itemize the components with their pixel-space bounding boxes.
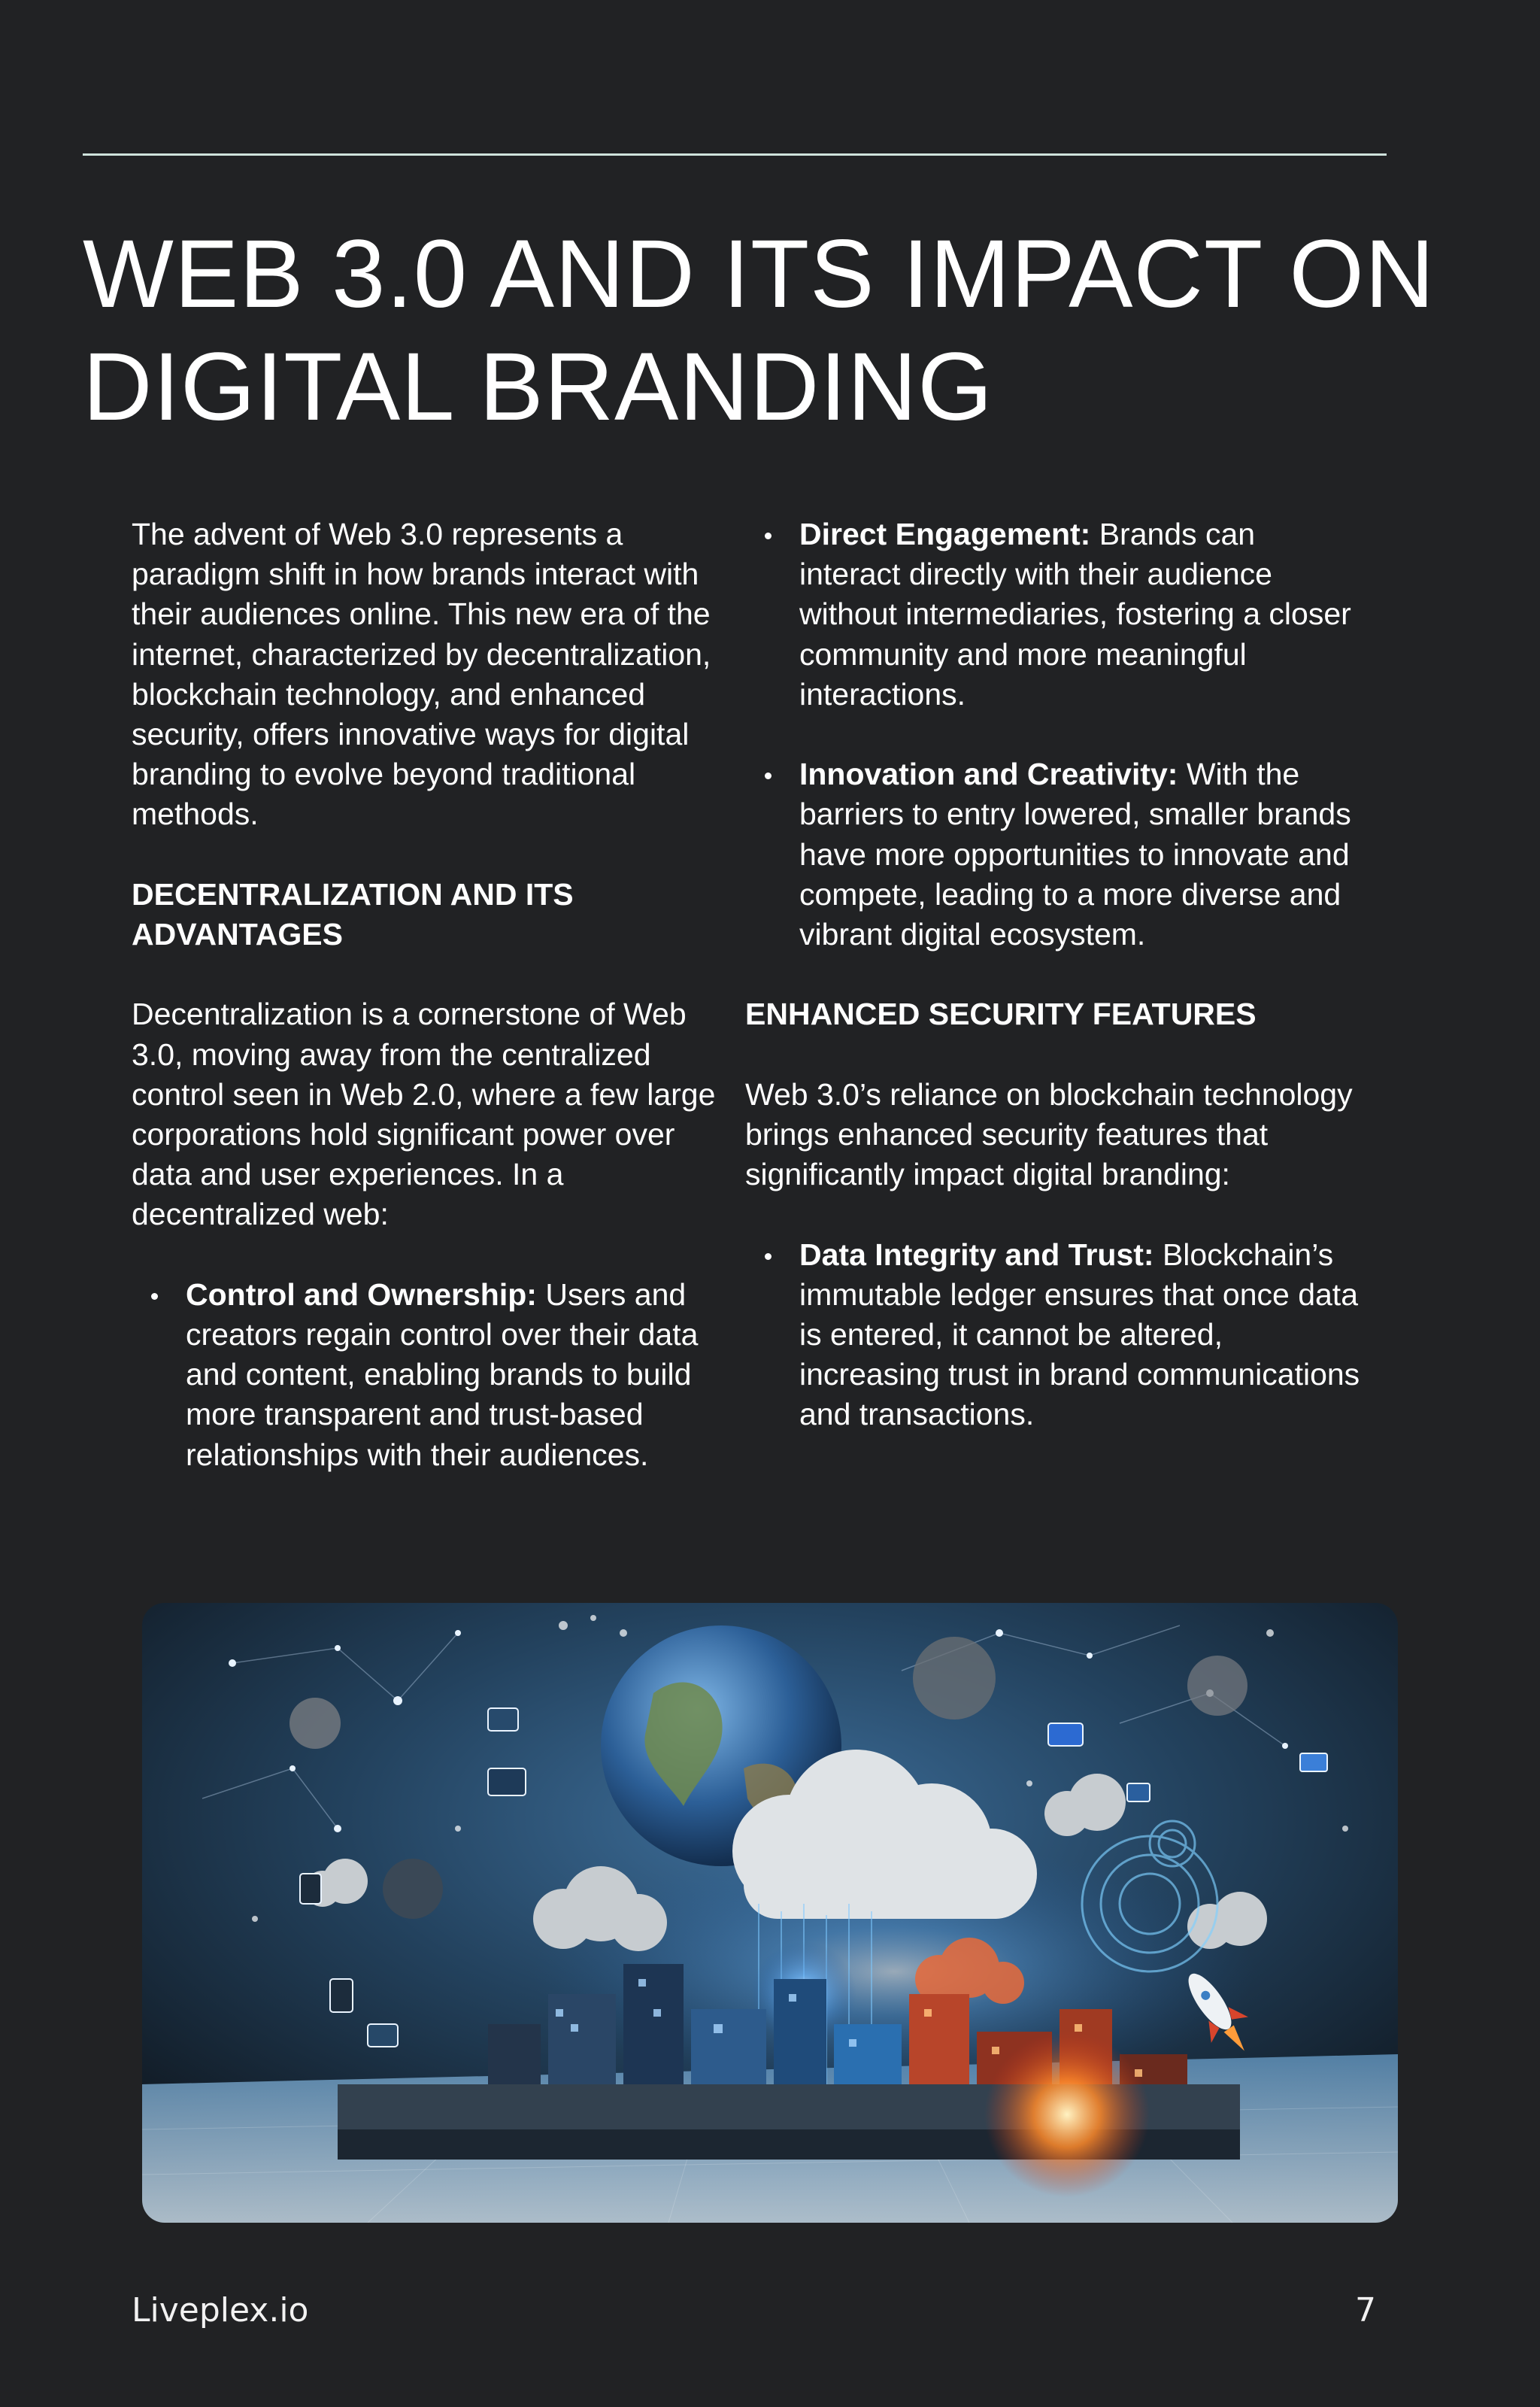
- bullet-text: Blockchain’s immutable ledger ensures that once data is entered, it cannot be altered, increasing trust in brand communications and transactions.: [799, 1237, 1360, 1432]
- bullet-control-ownership: [132, 1275, 718, 1475]
- bullet-direct-engagement: [745, 514, 1362, 715]
- bullet-term: Direct Engagement:: [799, 517, 1091, 551]
- decentralization-list-continued: [745, 514, 1362, 955]
- security-heading: ENHANCED SECURITY FEATURES: [745, 997, 1257, 1032]
- decentralization-list: [132, 1275, 718, 1475]
- right-column: [745, 514, 1362, 1475]
- hero-illustration: [142, 1603, 1398, 2223]
- footer-brand: Liveplex.io: [132, 2291, 309, 2330]
- web3-city-illustration: [142, 1603, 1398, 2223]
- decentralization-paragraph: Decentralization is a cornerstone of Web 3.0, moving away from the centralized control seen in Web 2.0, where a few large corporations hold significant power over data and user experiences. In a decentralized web:: [132, 997, 716, 1232]
- bullet-text: Users and creators regain control over their data and content, enabling brands to build more transparent and trust-based relationships with their audiences.: [186, 1276, 699, 1472]
- page-number: 7: [1355, 2291, 1376, 2330]
- intro-paragraph: The advent of Web 3.0 represents a paradigm shift in how brands interact with their audiences online. This new era of the internet, characterized by decentralization, blockchain technology, and enhanced security, offers innovative ways for digital branding to evolve beyond traditional methods.: [132, 517, 711, 832]
- header-rule: [83, 153, 1387, 156]
- bullet-term: Innovation and Creativity:: [799, 757, 1178, 792]
- bullet-term: Data Integrity and Trust:: [799, 1237, 1154, 1272]
- bullet-term: Control and Ownership:: [186, 1276, 537, 1312]
- decentralization-heading: DECENTRALIZATION AND ITS ADVANTAGES: [132, 876, 574, 952]
- security-list: [745, 1235, 1362, 1435]
- bullet-data-integrity: [745, 1235, 1362, 1435]
- security-paragraph: Web 3.0’s reliance on blockchain technology brings enhanced security features that significantly impact digital branding:: [745, 1076, 1353, 1192]
- page-title: WEB 3.0 AND ITS IMPACT ON DIGITAL BRANDING: [83, 220, 1435, 441]
- bullet-text: With the barriers to entry lowered, smaller brands have more opportunities to innovate and compete, leading to a more diverse and vibrant digital ecosystem.: [799, 757, 1351, 952]
- bullet-innovation-creativity: [745, 754, 1362, 955]
- bullet-text: Brands can interact directly with their audience without intermediaries, fostering a closer community and more meaningful interactions.: [799, 517, 1351, 712]
- left-column: [132, 514, 718, 1515]
